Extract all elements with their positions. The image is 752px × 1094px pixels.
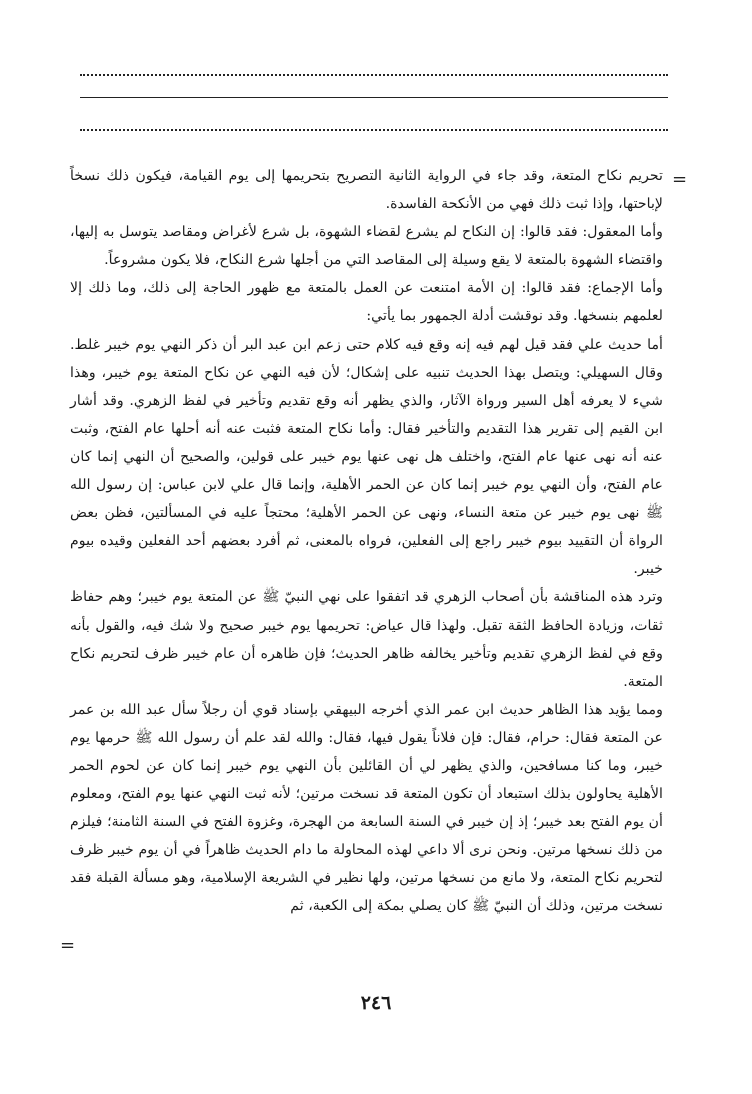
paragraph-4: أما حديث علي فقد قيل لهم فيه إنه وقع فيه كلام حتى زعم ابن عبد البر أن ذكر النهي يوم خيبر غلط. وقال السهيلي: ويتصل بهذا الحديث تنبيه على إشكال؛ لأن فيه النهي عن نكاح المتعة يوم خيبر، وهذا شيء لا يعرفه أهل السير ورواة الآثار، والذي يظهر أنه وقع تقديم وتأخير في لفظ الزهري. وقد أشار ابن القيم إلى تقرير هذا التقديم والتأخير فقال: وأما نكاح المتعة فثبت عنه أنه أحلها عام الفتح، وثبت عنه أنه نهى عنها عام الفتح، واختلف هل نهى عنها يوم خيبر على قولين، والصحيح أن النهي إنما كان عام الفتح، وأن النهي يوم خيبر إنما كان عن الحمر الأهلية، وإنما قال علي لابن عباس: إن رسول الله ﷺ نهى يوم خيبر عن متعة النساء، ونهى عن الحمر الأهلية؛ محتجاً عليه في المسألتين، فظن بعض الرواة أن التقييد بيوم خيبر راجع إلى الفعلين، فرواه بالمعنى، ثم أفرد بعضهم أحد الفعلين وقيده بيوم خيبر.: [70, 336, 663, 578]
paragraph-6: ومما يؤيد هذا الظاهر حديث ابن عمر الذي أخرجه البيهقي بإسناد قوي أن رجلاً سأل عبد الله بن عمر عن المتعة فقال: حرام، فقال: فإن فلاناً يقول فيها، فقال: والله لقد علم أن رسول الله ﷺ حرمها يوم خيبر، وما كنا مسافحين، والذي يظهر لي أن القائلين بأن النهي يوم خيبر إنما كان عن لحوم الحمر الأهلية يحاولون بذلك استبعاد أن تكون المتعة قد نسخت مرتين؛ لأنه ثبت النهي عنها يوم الفتح، ومعلوم أن يوم الفتح بعد خيبر؛ إذ إن خيبر في السنة السابعة من الهجرة، وغزوة الفتح في السنة الثامنة؛ فيلزم من ذلك نسخها مرتين. ونحن نرى ألا داعي لهذه المحاولة ما دام الحديث ظاهراً في أن يوم خيبر ظرف لتحريم نكاح المتعة، ولا مانع من نسخها مرتين، ولها نظير في الشريعة الإسلامية، وهو مسألة القبلة فقد نسخت مرتين، وذلك أن النبيّ ﷺ كان يصلي بمكة إلى الكعبة، ثم: [70, 701, 663, 915]
footnote-separator-dotted-top: [80, 74, 668, 76]
page-number: ٢٤٦: [360, 992, 392, 1014]
continued-mark-top: =: [672, 169, 688, 190]
footnote-separator-dotted-bottom: [80, 129, 668, 131]
paragraph-2: وأما المعقول: فقد قالوا: إن النكاح لم يشرع لقضاء الشهوة، بل شرع لأغراض ومقاصد يتوسل به إليها، واقتضاء الشهوة بالمتعة لا يقع وسيلة إلى المقاصد التي من أجلها شرع النكاح، فلا يكون مشروعاً.: [70, 224, 663, 269]
footnote-separator-solid: [80, 97, 668, 98]
paragraph-3: وأما الإجماع: فقد قالوا: إن الأمة امتنعت عن العمل بالمتعة مع ظهور الحاجة إلى ذلك، وما ذلك إلا لعلمهم بنسخها. وقد نوقشت أدلة الجمهور بما يأتي:: [70, 280, 663, 325]
continued-mark-bottom: =: [60, 935, 76, 956]
paragraph-5: وترد هذه المناقشة بأن أصحاب الزهري قد اتفقوا على نهي النبيّ ﷺ عن المتعة يوم خيبر؛ وهم حفاظ ثقات، وزيادة الحافظ الثقة تقبل. ولهذا قال عياض: تحريمها يوم خيبر صحيح ولا شك فيه، والقول بأنه وقع في لفظ الزهري تقديم وتأخير يخالفه ظاهر الحديث؛ فإن ظاهره أن عام خيبر ظرف لتحريم نكاح المتعة.: [70, 589, 663, 690]
body-text: [70, 162, 663, 921]
paragraph-1: تحريم نكاح المتعة، وقد جاء في الرواية الثانية التصريح بتحريمها إلى يوم القيامة، فيكون ذلك نسخاً لإباحتها، وإذا ثبت ذلك فهي من الأنكحة الفاسدة.: [70, 168, 663, 213]
